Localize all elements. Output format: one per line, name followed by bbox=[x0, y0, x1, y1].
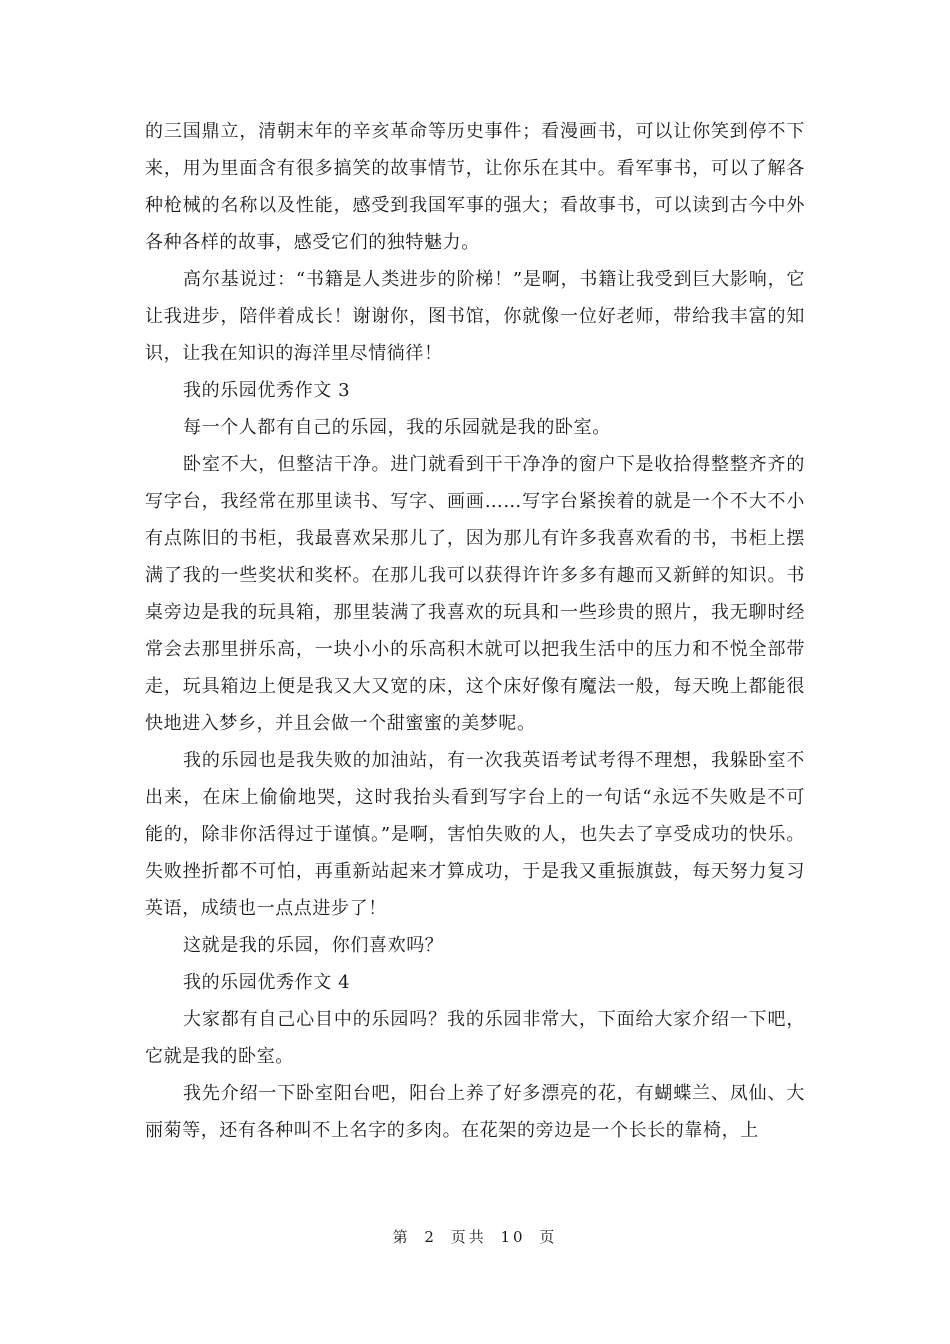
paragraph-4: 卧室不大，但整洁干净。进门就看到干干净净的窗户下是收拾得整整齐齐的写字台，我经常在那里读书、写字、画画……写字台紧挨着的就是一个不大不小有点陈旧的书柜，我最喜欢呆那儿了，因为那儿有许多我喜欢看的书，书柜上摆满了我的一些奖状和奖杯。在那儿我可以获得许许多多有趣而又新鲜的知识。书桌旁边是我的玩具箱，那里装满了我喜欢的玩具和一些珍贵的照片，我无聊时经常会去那里拼乐高，一块小小的乐高积木就可以把我生活中的压力和不悦全部带走，玩具箱边上便是我又大又宽的床，这个床好像有魔法一般，每天晚上都能很快地进入梦乡，并且会做一个甜蜜蜜的美梦呢。 bbox=[145, 454, 805, 734]
paragraph-5: 我的乐园也是我失败的加油站，有一次我英语考试考得不理想，我躲卧室不出来，在床上偷偷地哭，这时我抬头看到写字台上的一句话“永远不失败是不可能的，除非你活得过于谨慎。”是啊，害怕失败的人，也失去了享受成功的快乐。失败挫折都不可怕，再重新站起来才算成功，于是我又重振旗鼓，每天努力复习英语，成绩也一点点进步了！ bbox=[145, 750, 805, 919]
paragraph-8: 我先介绍一下卧室阳台吧，阳台上养了好多漂亮的花，有蝴蝶兰、凤仙、大丽菊等，还有各种叫不上名字的多肉。在花架的旁边是一个长长的靠椅，上 bbox=[145, 1083, 805, 1141]
paragraph-3: 每一个人都有自己的乐园，我的乐园就是我的卧室。 bbox=[183, 417, 611, 438]
paragraph-6: 这就是我的乐园，你们喜欢吗？ bbox=[183, 935, 444, 956]
page-number-footer: 第 2 页共 10 页 bbox=[392, 1228, 558, 1246]
essay-heading-3: 我的乐园优秀作文 3 bbox=[183, 380, 351, 401]
paragraph-7: 大家都有自己心目中的乐园吗？我的乐园非常大，下面给大家介绍一下吧，它就是我的卧室。 bbox=[145, 1009, 805, 1067]
paragraph-2: 高尔基说过：“书籍是人类进步的阶梯！”是啊，书籍让我受到巨大影响，它让我进步，陪伴着成长！谢谢你，图书馆，你就像一位好老师，带给我丰富的知识，让我在知识的海洋里尽情徜徉！ bbox=[145, 269, 805, 364]
document-body bbox=[145, 113, 805, 1149]
paragraph-1: 的三国鼎立，清朝末年的辛亥革命等历史事件；看漫画书，可以让你笑到停不下来，用为里面含有很多搞笑的故事情节，让你乐在其中。看军事书，可以了解各种枪械的名称以及性能，感受到我国军事的强大；看故事书，可以读到古今中外各种各样的故事，感受它们的独特魅力。 bbox=[145, 121, 805, 253]
essay-heading-4: 我的乐园优秀作文 4 bbox=[183, 972, 351, 993]
